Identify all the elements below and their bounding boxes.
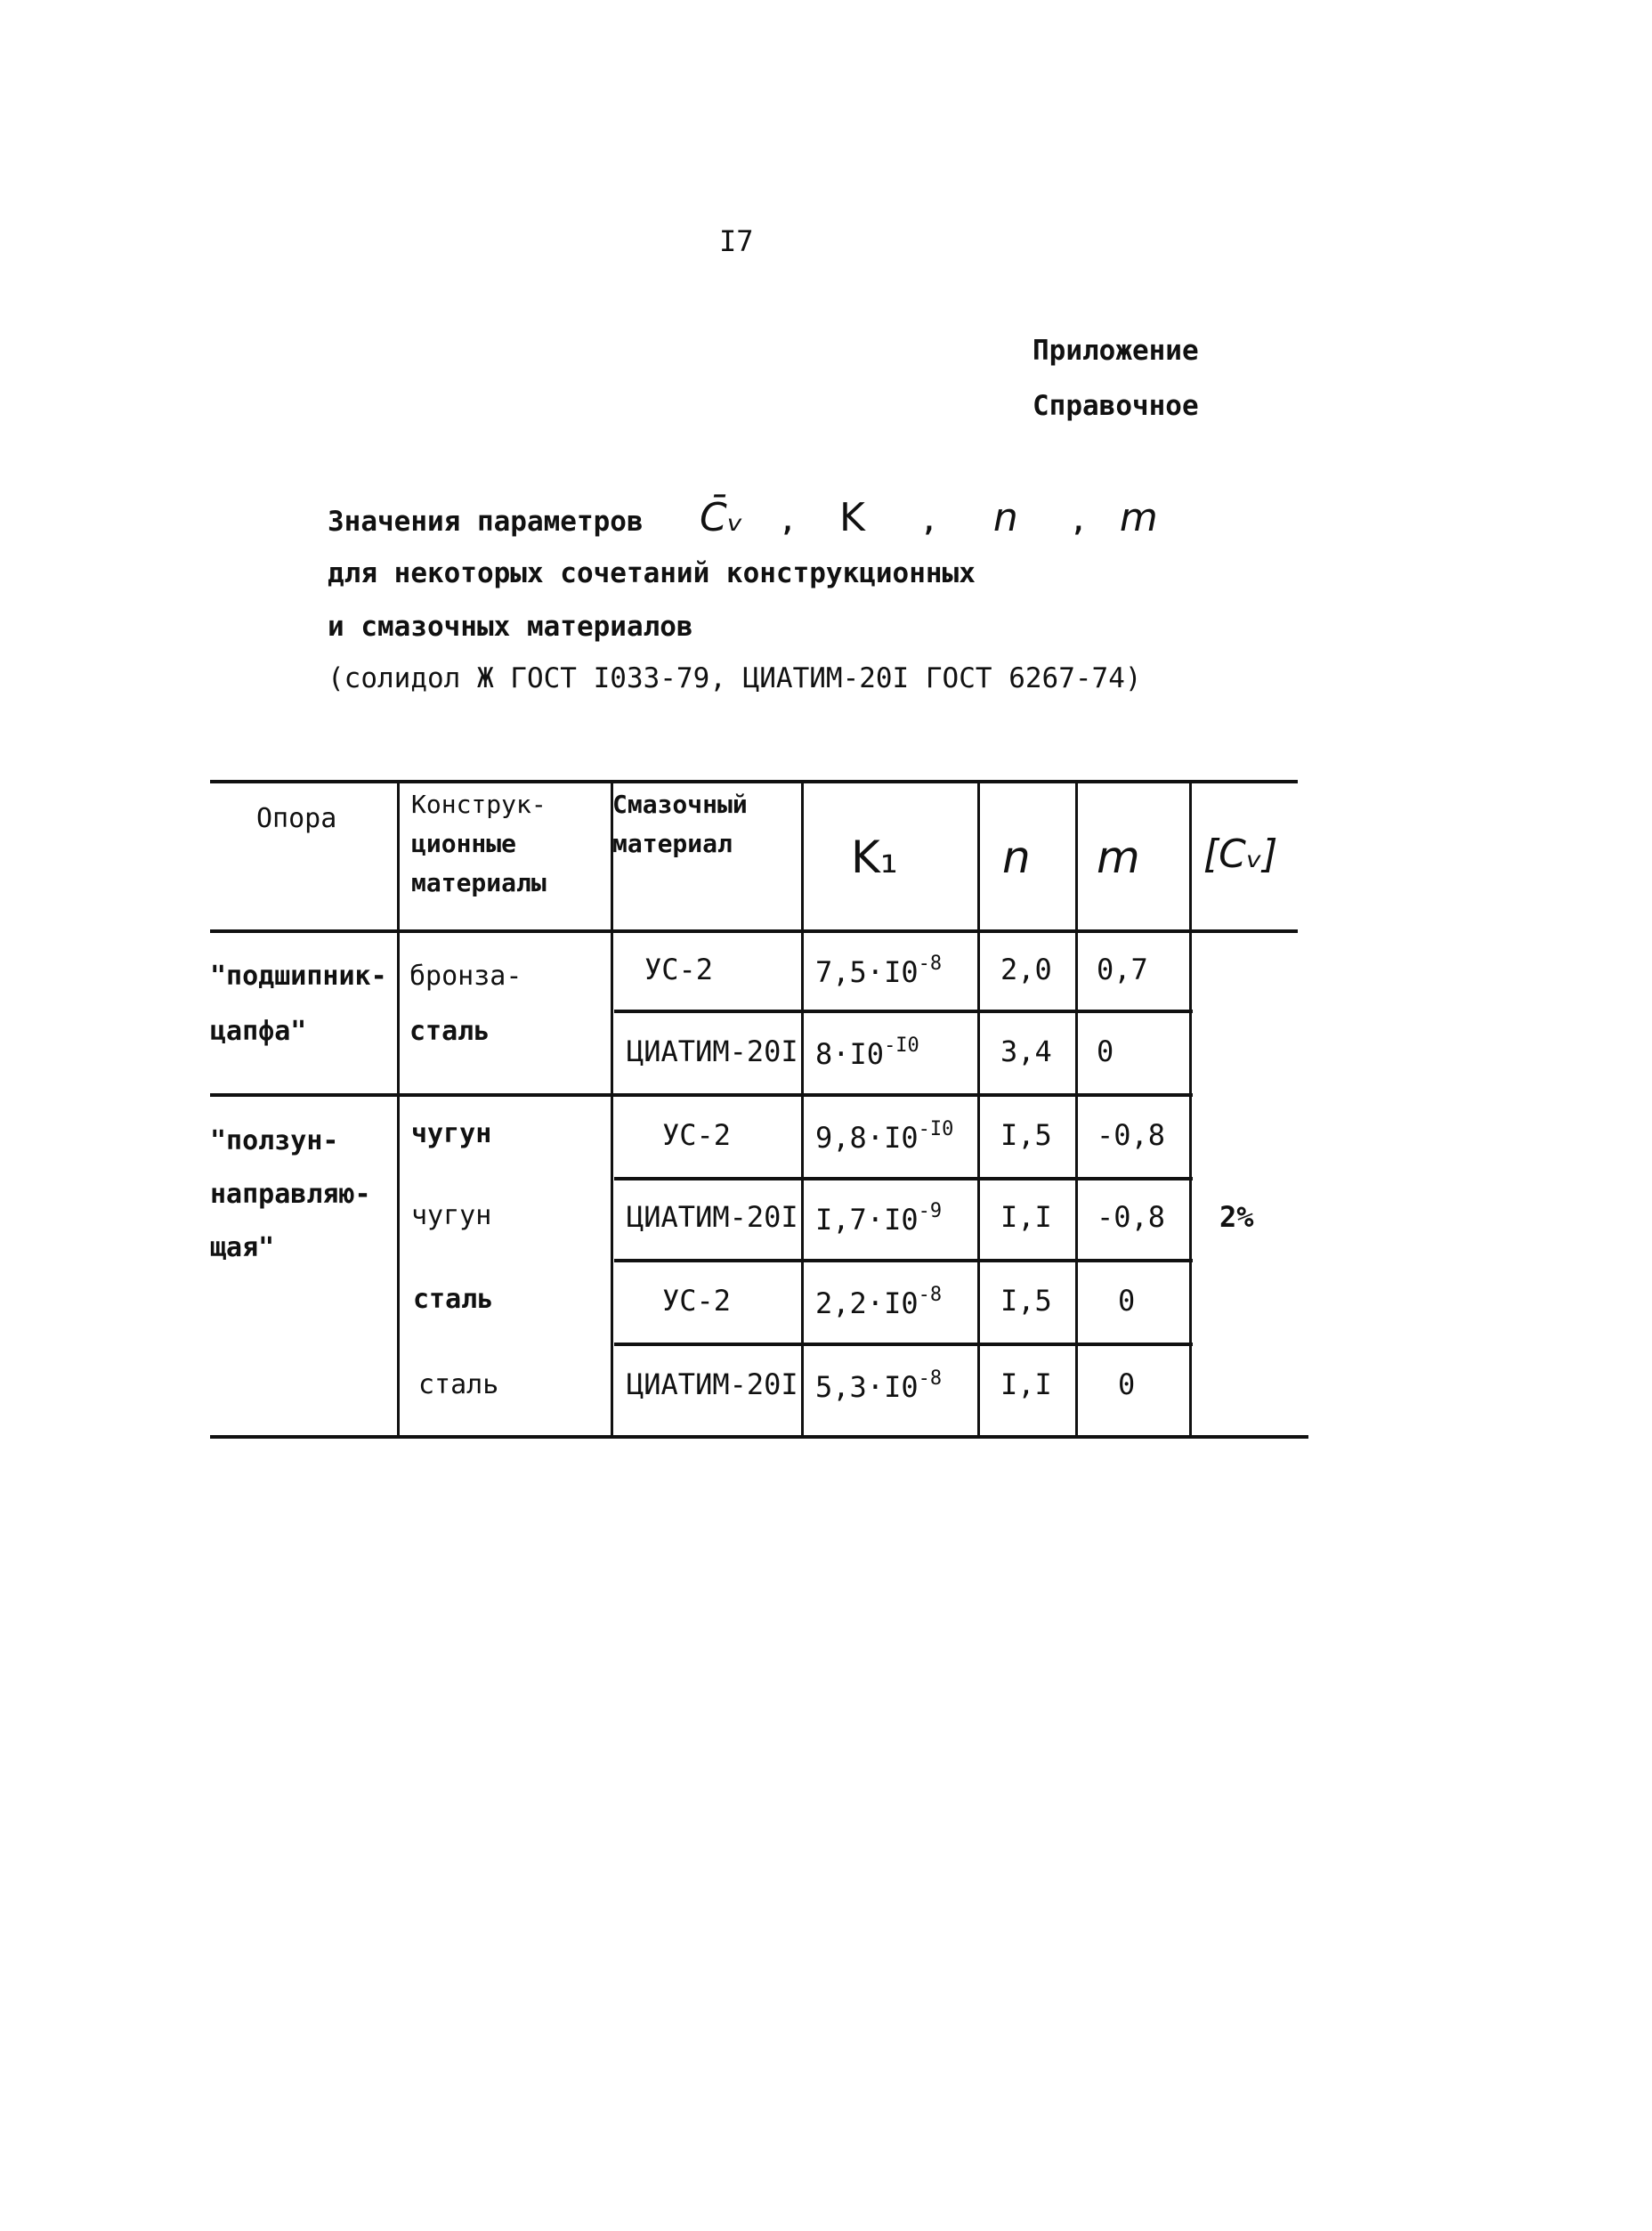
material-group-1-line2: сталь	[409, 1016, 490, 1047]
cv-value: 2%	[1219, 1200, 1254, 1234]
n-cell: I,5	[1000, 1284, 1052, 1318]
m-cell: 0	[1097, 1034, 1114, 1068]
column-divider	[801, 780, 804, 1437]
k1-base: 7,5·I0	[815, 955, 919, 989]
header-support: Опора	[256, 803, 337, 834]
header-materials	[411, 785, 547, 903]
k1-base: I,7·I0	[815, 1203, 919, 1237]
n-cell: I,I	[1000, 1200, 1052, 1234]
k1-base: 9,8·I0	[815, 1121, 919, 1155]
lubricant-cell: УС-2	[644, 953, 714, 986]
header-lubricant-line1: Смазочный	[612, 790, 748, 819]
k1-base: 2,2·I0	[815, 1286, 919, 1320]
page-number: I7	[719, 224, 754, 258]
k1-base: 8·I0	[815, 1037, 885, 1071]
m-symbol: m	[1119, 495, 1158, 540]
title-line-3: и смазочных материалов	[328, 611, 693, 643]
support-group-1	[210, 949, 387, 1059]
header-materials-line3: материалы	[411, 868, 547, 897]
material-group-1-line1: бронза-	[409, 961, 522, 992]
k1-exponent: -9	[918, 1200, 943, 1222]
title-sep-1: ,	[779, 506, 797, 538]
k1-exponent: -8	[918, 1367, 943, 1390]
title-line-2: для некоторых сочетаний конструкционных	[328, 557, 976, 589]
cv-symbol: C̄ᵥ	[699, 495, 744, 540]
m-cell: 0	[1118, 1367, 1136, 1401]
lubricant-cell: УС-2	[662, 1118, 732, 1152]
row-divider	[614, 1177, 1193, 1180]
k1-cell	[815, 1200, 942, 1237]
k1-exponent: -I0	[884, 1034, 919, 1057]
k1-cell	[815, 1118, 953, 1155]
row-divider	[614, 1259, 1193, 1262]
lubricant-cell: ЦИАТИМ-20I	[627, 1367, 798, 1401]
reference-label: Справочное	[1032, 390, 1199, 422]
header-materials-line2: ционные	[411, 829, 517, 858]
column-divider	[1075, 780, 1078, 1437]
title-line-1	[328, 495, 1158, 540]
n-cell: I,5	[1000, 1118, 1052, 1152]
lubricant-cell: ЦИАТИМ-20I	[627, 1034, 798, 1068]
column-divider	[1189, 780, 1192, 1437]
table-bottom-border	[210, 1435, 1308, 1439]
support-group-1-line1: "подшипник-	[210, 961, 387, 992]
m-cell: -0,8	[1097, 1200, 1166, 1234]
material-cell: чугун	[411, 1118, 492, 1149]
k1-exponent: -8	[918, 1284, 943, 1306]
row-divider	[614, 1343, 1193, 1346]
support-group-2	[210, 1115, 371, 1275]
k1-cell	[815, 953, 942, 989]
k-symbol: K	[839, 495, 865, 540]
support-group-2-line2: направляю-	[210, 1179, 371, 1210]
title-prefix: Значения параметров	[328, 506, 644, 538]
material-group-1	[409, 949, 522, 1059]
n-cell: I,I	[1000, 1367, 1052, 1401]
k1-exponent: -I0	[918, 1118, 954, 1140]
k1-exponent: -8	[918, 953, 943, 975]
n-cell: 2,0	[1000, 953, 1052, 986]
appendix-label: Приложение	[1032, 335, 1199, 367]
table-top-border	[210, 780, 1298, 783]
k1-base: 5,3·I0	[815, 1370, 919, 1404]
lubricant-cell: ЦИАТИМ-20I	[627, 1200, 798, 1234]
column-divider	[977, 780, 980, 1437]
lubricant-cell: УС-2	[662, 1284, 732, 1318]
column-divider	[611, 780, 613, 1437]
header-bottom-border	[210, 929, 1298, 933]
k1-cell	[815, 1367, 942, 1404]
title-sep-3: ,	[1070, 506, 1088, 538]
m-cell: 0,7	[1097, 953, 1148, 986]
material-cell: чугун	[411, 1200, 492, 1231]
support-group-2-line3: щая"	[210, 1232, 275, 1263]
column-divider	[397, 780, 400, 1437]
title-sep-2: ,	[920, 506, 938, 538]
header-n: n	[1002, 832, 1031, 883]
n-cell: 3,4	[1000, 1034, 1052, 1068]
title-line-4: (солидол Ж ГОСТ I033-79, ЦИАТИМ-20I ГОСТ 6267-74)	[328, 662, 1142, 694]
k1-cell	[815, 1034, 919, 1071]
header-m: m	[1097, 832, 1140, 883]
support-group-1-line2: цапфа"	[210, 1016, 307, 1047]
k1-cell	[815, 1284, 942, 1320]
header-materials-line1: Конструк-	[411, 790, 547, 819]
material-cell: сталь	[418, 1369, 499, 1400]
header-cv: [Cᵥ]	[1203, 832, 1278, 877]
support-group-2-line1: "ползун-	[210, 1125, 339, 1156]
header-lubricant-line2: материал	[612, 829, 733, 858]
m-cell: -0,8	[1097, 1118, 1166, 1152]
n-symbol: n	[992, 495, 1018, 540]
m-cell: 0	[1118, 1284, 1136, 1318]
header-lubricant	[612, 785, 748, 864]
material-cell: сталь	[413, 1284, 494, 1315]
row-divider	[614, 1010, 1193, 1013]
group-divider	[210, 1093, 1193, 1097]
header-k1: K₁	[851, 832, 898, 883]
